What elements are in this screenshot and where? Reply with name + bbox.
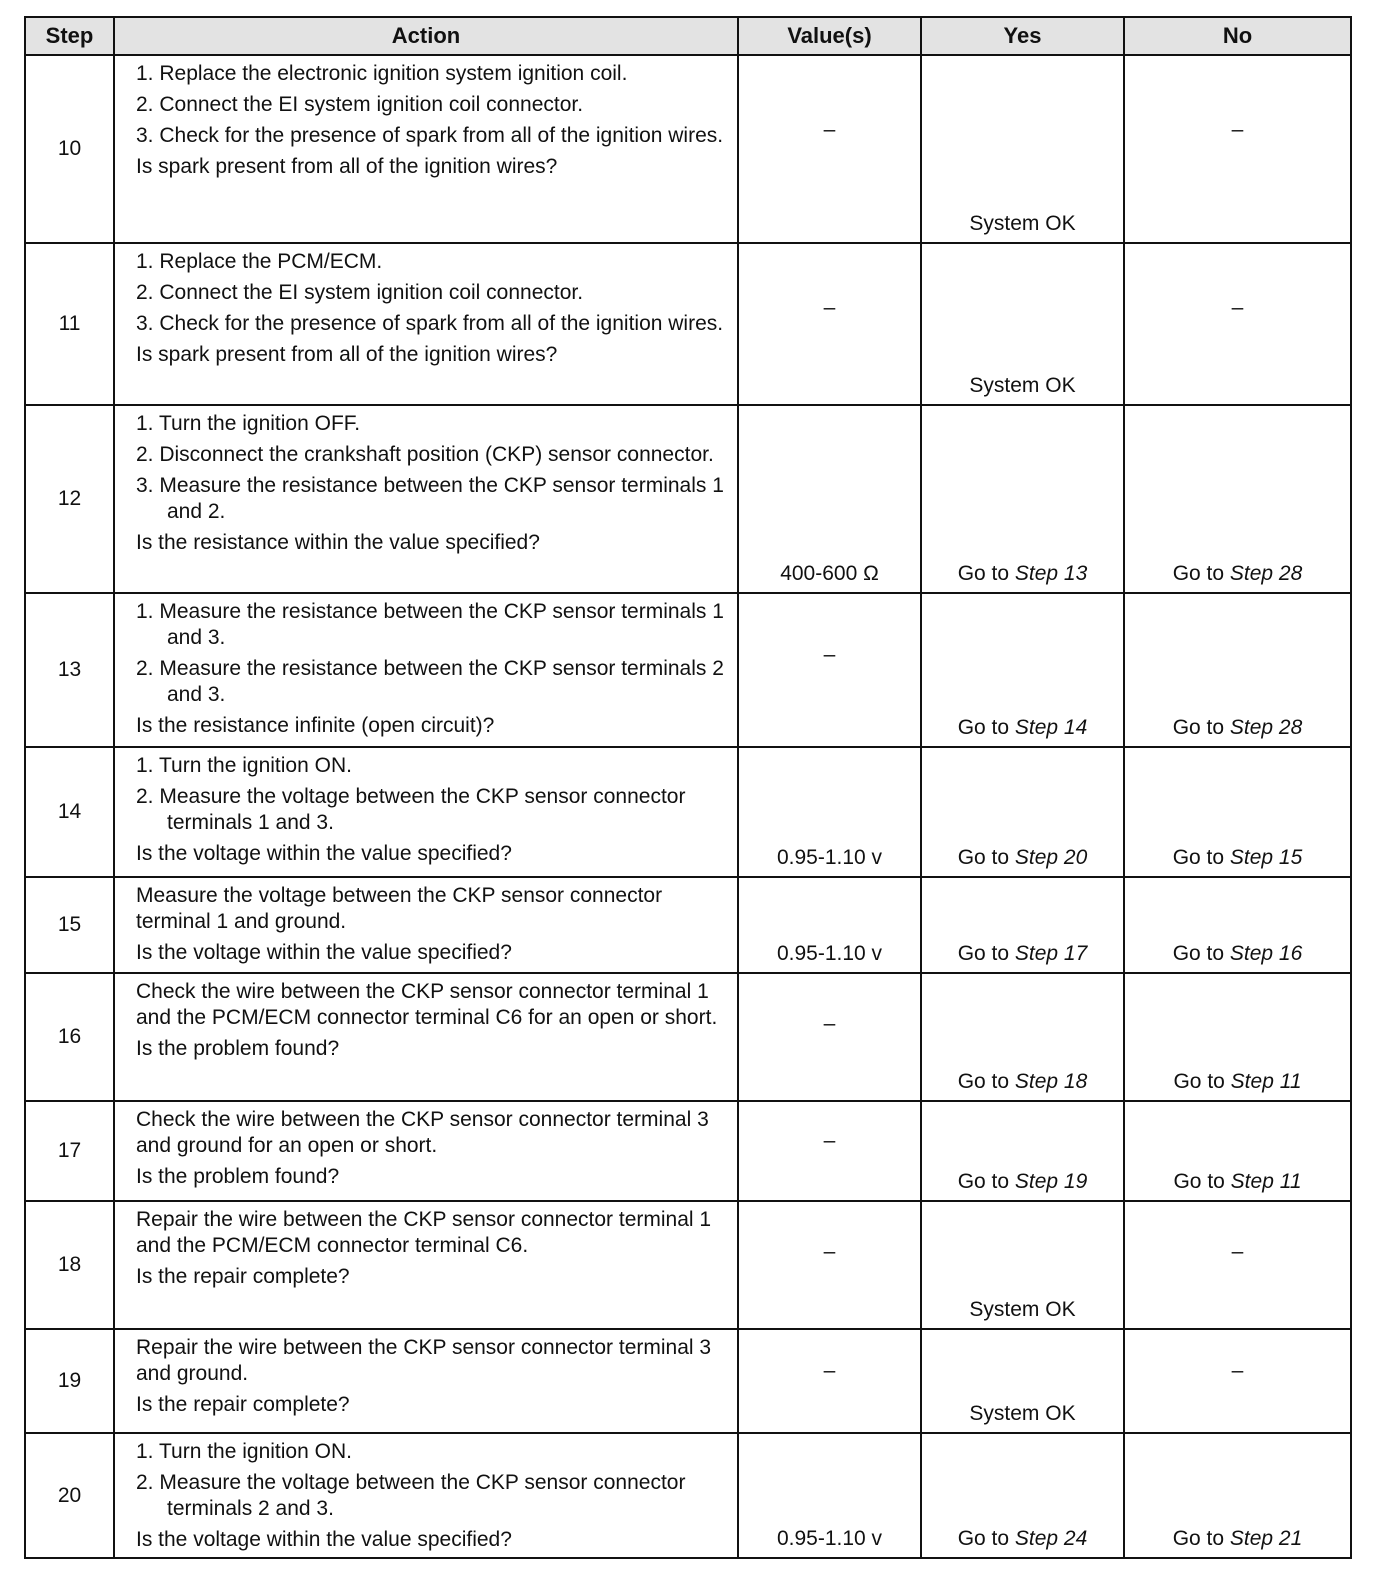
no-result: – [1231, 118, 1244, 142]
no-goto-step: Step 28 [1229, 716, 1303, 739]
header-yes: Yes [921, 17, 1124, 55]
substep-item: 2. Measure the voltage between the CKP sensor connector terminals 1 and 3. [136, 785, 686, 834]
value-cell [738, 1329, 921, 1433]
yes-goto-step: Step 17 [1014, 942, 1088, 965]
step-number: 18 [25, 1201, 114, 1329]
table-row [25, 55, 1351, 243]
value-cell [738, 1201, 921, 1329]
yes-goto [922, 846, 1123, 870]
step-number: 19 [25, 1329, 114, 1433]
step-number: 13 [25, 593, 114, 747]
yes-cell [921, 1201, 1124, 1329]
value-cell [738, 973, 921, 1101]
action-question: Is spark present from all of the ignition wires? [136, 343, 558, 366]
yes-goto-step: Step 18 [1014, 1070, 1088, 1093]
no-goto-prefix: Go to [1172, 942, 1230, 965]
header-values: Value(s) [738, 17, 921, 55]
yes-result: System OK [969, 374, 1076, 397]
value-text: 400-600 Ω [780, 562, 879, 585]
yes-goto-step: Step 13 [1014, 562, 1088, 585]
substep-item: 2. Connect the EI system ignition coil connector. [136, 93, 584, 116]
yes-cell [921, 55, 1124, 243]
action-question: Is the problem found? [136, 1037, 340, 1060]
table-row [25, 243, 1351, 405]
yes-goto-prefix: Go to [957, 562, 1015, 585]
no-goto-step: Step 28 [1229, 562, 1303, 585]
action-text: Repair the wire between the CKP sensor connector terminal 1 and the PCM/ECM connector terminal C6. [136, 1208, 712, 1257]
substep-item: 1. Turn the ignition ON. [136, 1440, 352, 1463]
substep-item: 3. Check for the presence of spark from all of the ignition wires. [136, 312, 724, 335]
action-cell [114, 593, 738, 747]
no-result: – [1231, 1240, 1244, 1264]
no-cell [1124, 1433, 1351, 1558]
table-body [25, 55, 1351, 1558]
substep-list [136, 599, 727, 708]
yes-cell [921, 243, 1124, 405]
substep-item: 3. Check for the presence of spark from all of the ignition wires. [136, 124, 724, 147]
header-row [25, 17, 1351, 55]
no-goto [1125, 1527, 1350, 1551]
action-cell [114, 747, 738, 877]
no-cell [1124, 747, 1351, 877]
value-cell [738, 1433, 921, 1558]
no-goto-prefix: Go to [1172, 1527, 1230, 1550]
table-row [25, 747, 1351, 877]
table-row [25, 1101, 1351, 1201]
value-text: 0.95-1.10 v [776, 1527, 883, 1550]
yes-cell [921, 1101, 1124, 1201]
yes-goto [922, 1070, 1123, 1094]
substep-item: 1. Turn the ignition OFF. [136, 412, 361, 435]
action-cell [114, 55, 738, 243]
action-question: Is the voltage within the value specified? [136, 1528, 512, 1551]
step-number: 20 [25, 1433, 114, 1558]
header-action: Action [114, 17, 738, 55]
action-cell [114, 1433, 738, 1558]
no-goto-step: Step 16 [1229, 942, 1303, 965]
value-cell [738, 747, 921, 877]
action-cell [114, 405, 738, 593]
yes-goto [922, 1527, 1123, 1551]
no-goto-step: Step 21 [1229, 1527, 1303, 1550]
action-question: Is the resistance infinite (open circuit)? [136, 714, 495, 737]
substep-item: 1. Measure the resistance between the CKP sensor terminals 1 and 3. [136, 600, 724, 649]
action-question: Is the repair complete? [136, 1393, 350, 1416]
substep-list [136, 1439, 727, 1522]
substep-item: 1. Replace the electronic ignition system ignition coil. [136, 62, 628, 85]
no-goto [1125, 942, 1350, 966]
action-question: Is spark present from all of the ignition wires? [136, 155, 558, 178]
yes-goto-step: Step 20 [1014, 846, 1088, 869]
yes-goto-prefix: Go to [957, 1170, 1015, 1193]
no-cell [1124, 243, 1351, 405]
yes-goto [922, 1170, 1123, 1194]
yes-goto [922, 942, 1123, 966]
action-text: Check the wire between the CKP sensor connector terminal 3 and ground for an open or short. [136, 1108, 709, 1157]
yes-cell [921, 593, 1124, 747]
table-header [25, 17, 1351, 55]
header-step: Step [25, 17, 114, 55]
no-goto-prefix: Go to [1172, 716, 1230, 739]
action-cell [114, 243, 738, 405]
action-cell [114, 1201, 738, 1329]
substep-item: 2. Measure the voltage between the CKP sensor connector terminals 2 and 3. [136, 1471, 686, 1520]
action-cell [114, 1329, 738, 1433]
substep-item: 2. Disconnect the crankshaft position (CKP) sensor connector. [136, 443, 714, 466]
step-number: 17 [25, 1101, 114, 1201]
step-number: 15 [25, 877, 114, 973]
substep-list [136, 61, 727, 149]
no-cell [1124, 55, 1351, 243]
action-question: Is the resistance within the value specified? [136, 531, 540, 554]
table-row [25, 973, 1351, 1101]
action-cell [114, 973, 738, 1101]
yes-goto-prefix: Go to [957, 716, 1015, 739]
no-cell [1124, 1201, 1351, 1329]
step-number: 16 [25, 973, 114, 1101]
yes-result: System OK [969, 1402, 1076, 1425]
value-text: – [823, 296, 836, 319]
yes-goto-step: Step 14 [1014, 716, 1088, 739]
yes-goto-prefix: Go to [957, 1527, 1015, 1550]
substep-item: 1. Replace the PCM/ECM. [136, 250, 383, 273]
substep-list [136, 411, 727, 525]
no-cell [1124, 405, 1351, 593]
action-question: Is the repair complete? [136, 1265, 350, 1288]
action-cell [114, 877, 738, 973]
yes-result: System OK [969, 212, 1076, 235]
substep-list [136, 249, 727, 337]
action-question: Is the voltage within the value specified? [136, 842, 512, 865]
yes-result: System OK [969, 1298, 1076, 1321]
action-text: Measure the voltage between the CKP sensor connector terminal 1 and ground. [136, 884, 663, 933]
no-goto-prefix: Go to [1172, 562, 1230, 585]
action-question: Is the voltage within the value specified? [136, 941, 512, 964]
no-goto [1125, 562, 1350, 586]
no-cell [1124, 593, 1351, 747]
yes-cell [921, 1433, 1124, 1558]
header-no: No [1124, 17, 1351, 55]
action-text: Check the wire between the CKP sensor connector terminal 1 and the PCM/ECM connector terminal C6 for an open or short. [136, 980, 718, 1029]
yes-goto-prefix: Go to [957, 846, 1015, 869]
value-text: 0.95-1.10 v [776, 846, 883, 869]
no-goto [1125, 716, 1350, 740]
no-goto-prefix: Go to [1172, 846, 1230, 869]
substep-item: 3. Measure the resistance between the CKP sensor terminals 1 and 2. [136, 474, 724, 523]
yes-goto [922, 562, 1123, 586]
no-goto-step: Step 11 [1230, 1070, 1302, 1093]
no-goto-prefix: Go to [1173, 1070, 1231, 1093]
yes-goto-step: Step 19 [1014, 1170, 1088, 1193]
yes-cell [921, 747, 1124, 877]
table-row [25, 593, 1351, 747]
value-cell [738, 243, 921, 405]
no-cell [1124, 877, 1351, 973]
value-cell [738, 877, 921, 973]
value-text: 0.95-1.10 v [776, 942, 883, 965]
no-cell [1124, 973, 1351, 1101]
table-row [25, 877, 1351, 973]
no-cell [1124, 1329, 1351, 1433]
action-cell [114, 1101, 738, 1201]
no-goto-step: Step 11 [1230, 1170, 1302, 1193]
yes-cell [921, 405, 1124, 593]
no-goto [1125, 846, 1350, 870]
yes-goto-prefix: Go to [957, 942, 1015, 965]
value-cell [738, 55, 921, 243]
diagnostic-table [24, 16, 1352, 1559]
value-text: – [823, 1129, 836, 1153]
substep-item: 2. Measure the resistance between the CKP sensor terminals 2 and 3. [136, 657, 724, 706]
no-result: – [1231, 296, 1244, 319]
no-goto [1125, 1070, 1350, 1094]
step-number: 12 [25, 405, 114, 593]
value-cell [738, 1101, 921, 1201]
step-number: 10 [25, 55, 114, 243]
action-text: Repair the wire between the CKP sensor connector terminal 3 and ground. [136, 1336, 712, 1385]
yes-goto [922, 716, 1123, 740]
value-text: – [823, 642, 836, 666]
table-row [25, 1201, 1351, 1329]
no-result: – [1231, 1358, 1244, 1382]
yes-goto-step: Step 24 [1014, 1527, 1088, 1550]
yes-cell [921, 973, 1124, 1101]
substep-item: 1. Turn the ignition ON. [136, 754, 352, 777]
no-goto-step: Step 15 [1229, 846, 1303, 869]
substep-list [136, 753, 727, 836]
value-cell [738, 593, 921, 747]
yes-cell [921, 877, 1124, 973]
step-number: 14 [25, 747, 114, 877]
table-row [25, 1433, 1351, 1558]
no-goto [1125, 1170, 1350, 1194]
value-text: – [823, 118, 836, 142]
yes-cell [921, 1329, 1124, 1433]
no-cell [1124, 1101, 1351, 1201]
step-number: 11 [25, 243, 114, 405]
action-question: Is the problem found? [136, 1165, 340, 1188]
no-goto-prefix: Go to [1173, 1170, 1231, 1193]
value-text: – [823, 1358, 836, 1382]
yes-goto-prefix: Go to [957, 1070, 1015, 1093]
value-cell [738, 405, 921, 593]
table-row [25, 405, 1351, 593]
value-text: – [823, 1240, 836, 1264]
substep-item: 2. Connect the EI system ignition coil connector. [136, 281, 584, 304]
value-text: – [823, 1012, 836, 1036]
table-row [25, 1329, 1351, 1433]
